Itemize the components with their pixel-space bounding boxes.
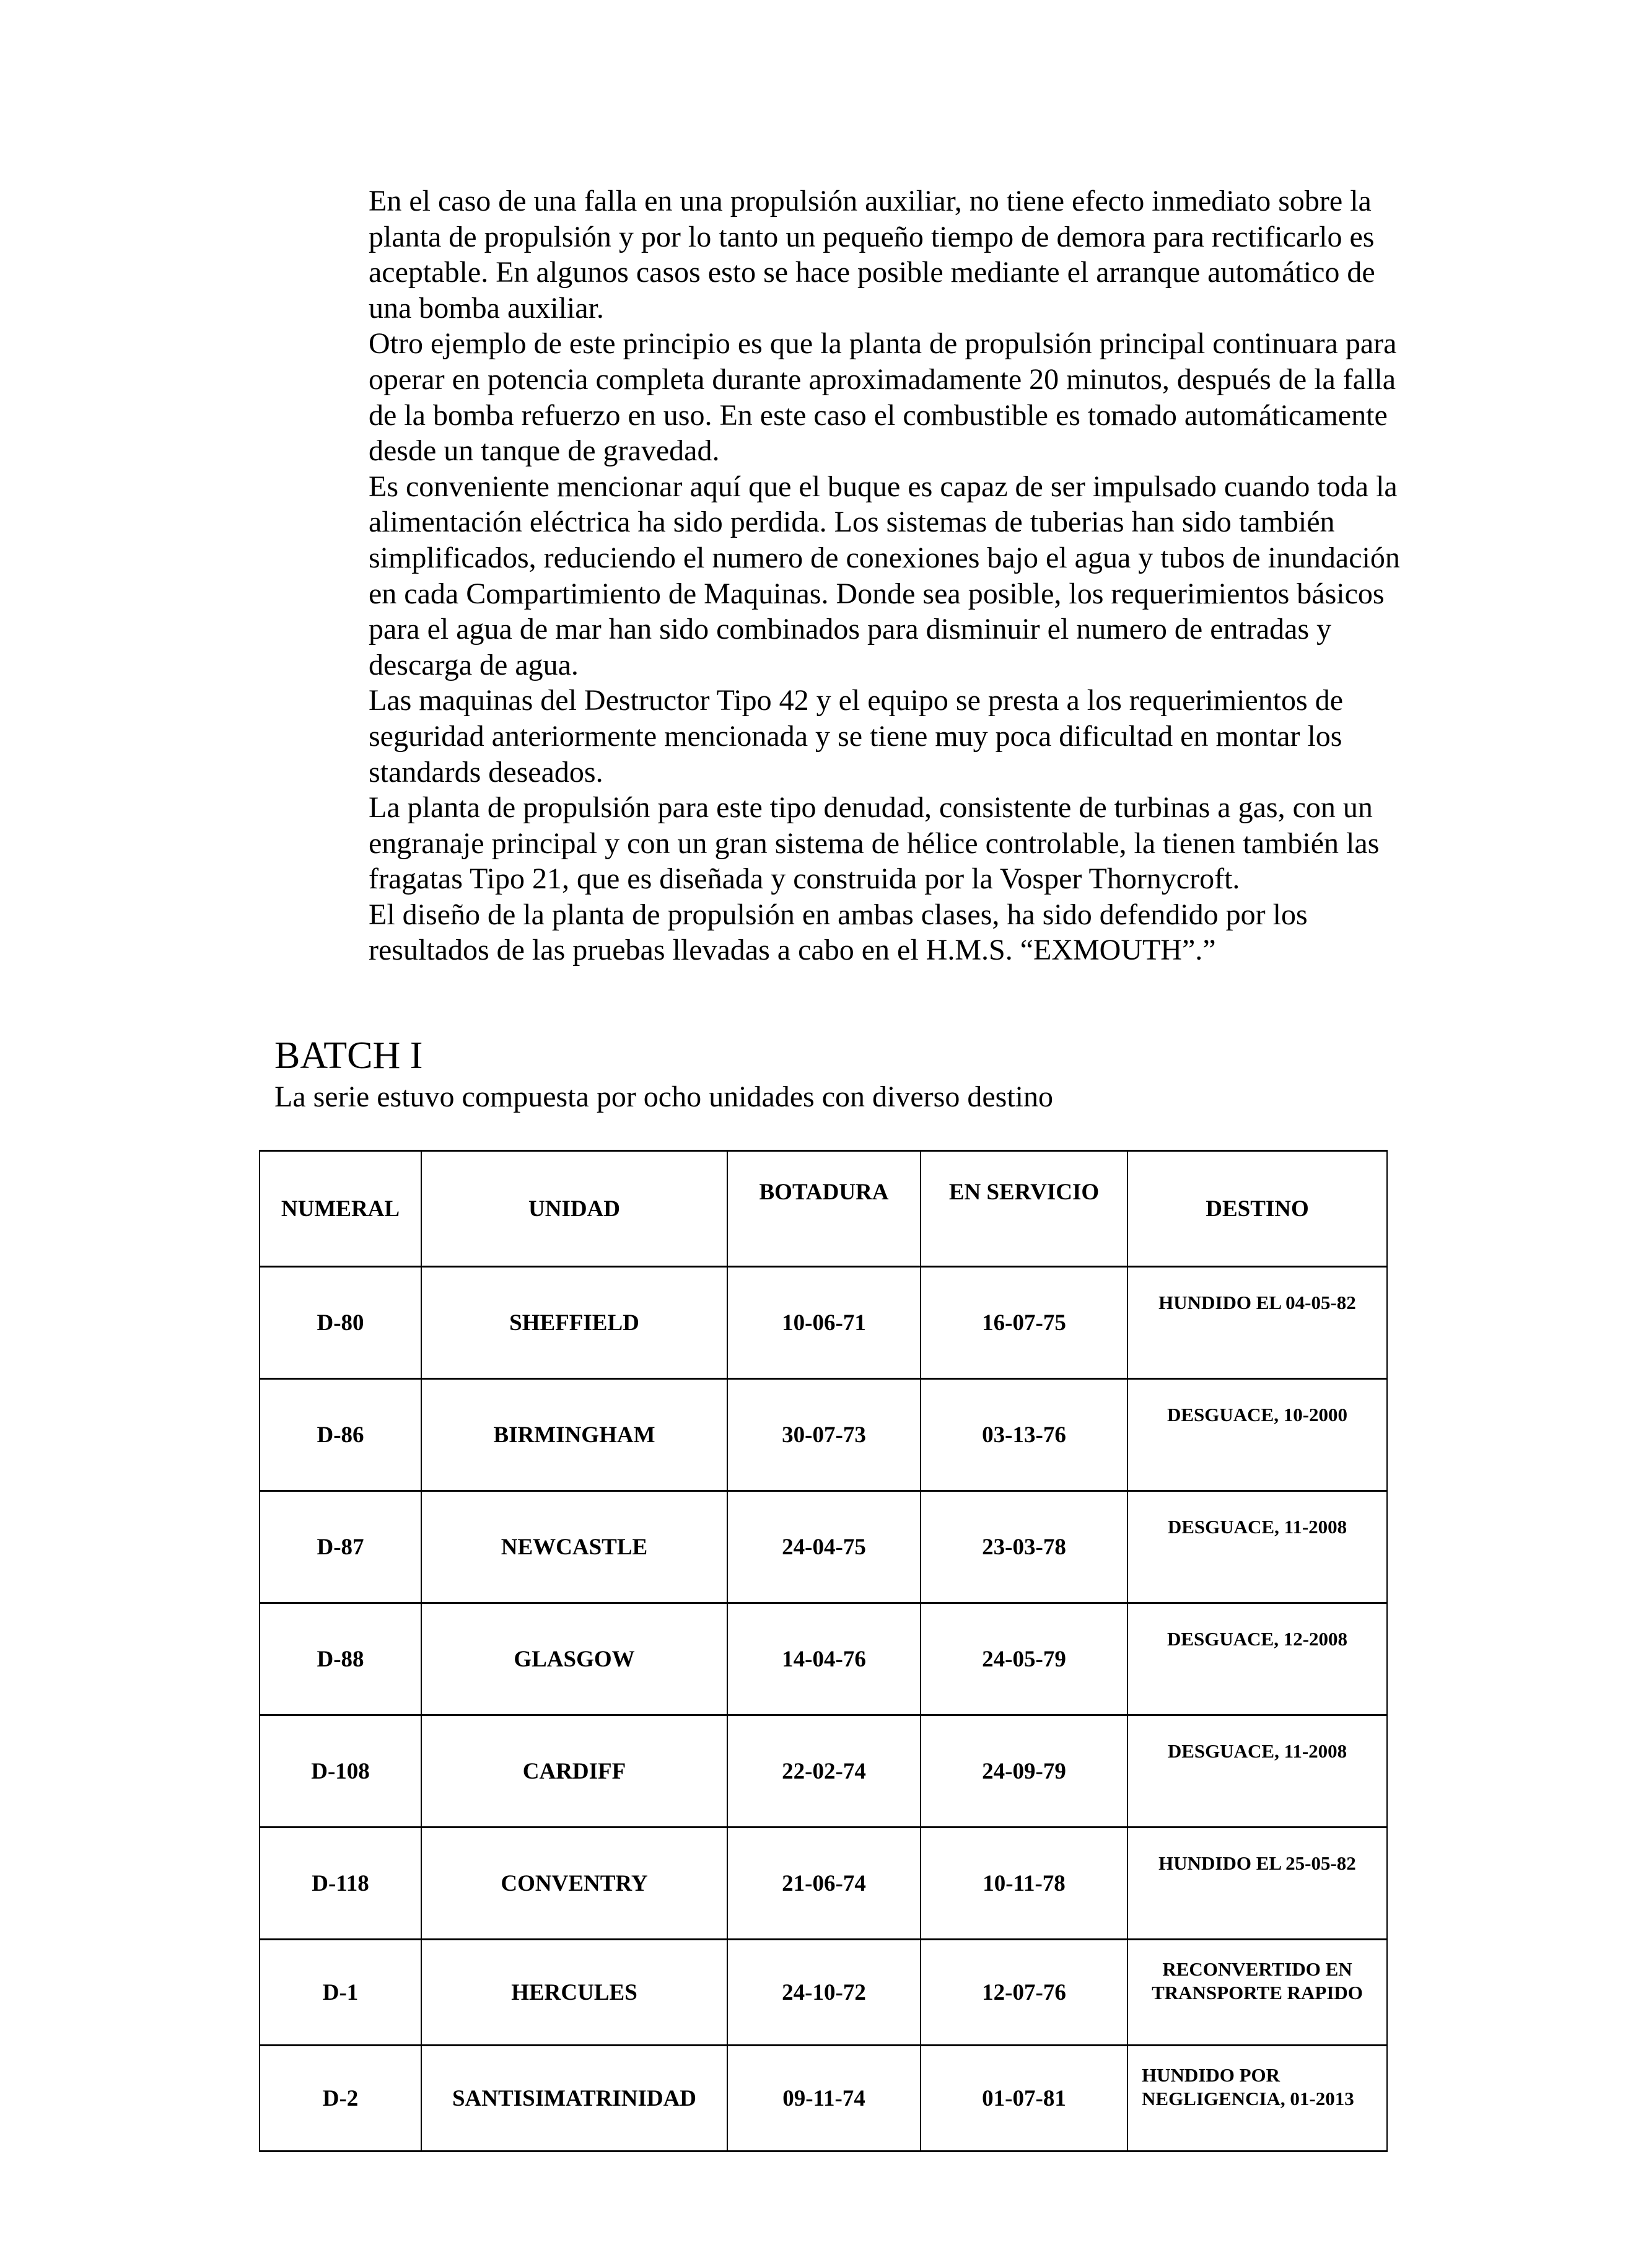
paragraph: Otro ejemplo de este principio es que la planta de propulsión principal continuara para operar en potencia completa durante aproximadamente 20 minutos, después de la falla de la bomba refuerzo en uso. En este caso el combustible es tomado automáticamente desde un tanque de gravedad. <box>369 327 1397 468</box>
paragraph: Las maquinas del Destructor Tipo 42 y el equipo se presta a los requerimientos de seguridad anteriormente mencionada y se tiene muy poca dificultad en montar los standards deseados. <box>369 684 1344 789</box>
cell-botadura: 30-07-73 <box>727 1379 921 1491</box>
cell-en-servicio: 10-11-78 <box>921 1828 1127 1940</box>
cell-numeral: D-2 <box>260 2046 421 2152</box>
cell-destino: HUNDIDO EL 25-05-82 <box>1127 1828 1387 1940</box>
table-row <box>260 2046 1387 2152</box>
cell-en-servicio: 16-07-75 <box>921 1267 1127 1379</box>
header-numeral: NUMERAL <box>260 1151 421 1267</box>
cell-numeral: D-87 <box>260 1491 421 1603</box>
cell-destino: HUNDIDO POR NEGLIGENCIA, 01-2013 <box>1127 2046 1387 2152</box>
cell-unidad: BIRMINGHAM <box>421 1379 727 1491</box>
cell-destino: DESGUACE, 11-2008 <box>1127 1491 1387 1603</box>
cell-botadura: 24-04-75 <box>727 1491 921 1603</box>
header-en-servicio: EN SERVICIO <box>921 1151 1127 1267</box>
body-text <box>369 183 1422 968</box>
cell-unidad: SANTISIMATRINIDAD <box>421 2046 727 2152</box>
header-botadura: BOTADURA <box>727 1151 921 1267</box>
cell-numeral: D-108 <box>260 1715 421 1828</box>
cell-numeral: D-86 <box>260 1379 421 1491</box>
cell-en-servicio: 23-03-78 <box>921 1491 1127 1603</box>
cell-unidad: CONVENTRY <box>421 1828 727 1940</box>
table-row <box>260 1379 1387 1491</box>
cell-unidad: HERCULES <box>421 1940 727 2046</box>
cell-unidad: NEWCASTLE <box>421 1491 727 1603</box>
cell-en-servicio: 12-07-76 <box>921 1940 1127 2046</box>
cell-botadura: 14-04-76 <box>727 1603 921 1715</box>
cell-en-servicio: 24-09-79 <box>921 1715 1127 1828</box>
cell-en-servicio: 24-05-79 <box>921 1603 1127 1715</box>
paragraph: Es conveniente mencionar aquí que el buque es capaz de ser impulsado cuando toda la alimentación eléctrica ha sido perdida. Los sistemas de tuberias han sido también simplificados, reduciendo el numero de conexiones bajo el agua y tubos de inundación en cada Compartimiento de Maquinas. Donde sea posible, los requerimientos básicos para el agua de mar han sido combinados para disminuir el numero de entradas y descarga de agua. <box>369 470 1400 681</box>
cell-destino: HUNDIDO EL 04-05-82 <box>1127 1267 1387 1379</box>
table-row <box>260 1940 1387 2046</box>
header-destino: DESTINO <box>1127 1151 1387 1267</box>
cell-botadura: 21-06-74 <box>727 1828 921 1940</box>
paragraph: En el caso de una falla en una propulsión auxiliar, no tiene efecto inmediato sobre la planta de propulsión y por lo tanto un pequeño tiempo de demora para rectificarlo es aceptable. En algunos casos esto se hace posible mediante el arranque automático de una bomba auxiliar. <box>369 185 1375 325</box>
cell-botadura: 09-11-74 <box>727 2046 921 2152</box>
table-row <box>260 1491 1387 1603</box>
cell-en-servicio: 03-13-76 <box>921 1379 1127 1491</box>
paragraph: La planta de propulsión para este tipo denudad, consistente de turbinas a gas, con un engranaje principal y con un gran sistema de hélice controlable, la tienen también las fragatas Tipo 21, que es diseñada y construida por la Vosper Thornycroft. <box>369 791 1380 896</box>
cell-unidad: GLASGOW <box>421 1603 727 1715</box>
cell-destino: DESGUACE, 10-2000 <box>1127 1379 1387 1491</box>
table-row <box>260 1828 1387 1940</box>
table-row <box>260 1603 1387 1715</box>
cell-unidad: SHEFFIELD <box>421 1267 727 1379</box>
cell-numeral: D-88 <box>260 1603 421 1715</box>
units-table <box>259 1150 1388 2152</box>
table-row <box>260 1715 1387 1828</box>
cell-numeral: D-118 <box>260 1828 421 1940</box>
section-heading: BATCH I <box>274 1035 423 1077</box>
header-unidad: UNIDAD <box>421 1151 727 1267</box>
cell-numeral: D-1 <box>260 1940 421 2046</box>
table-header-row <box>260 1151 1387 1267</box>
cell-botadura: 10-06-71 <box>727 1267 921 1379</box>
cell-destino: DESGUACE, 11-2008 <box>1127 1715 1387 1828</box>
section-subheading: La serie estuvo compuesta por ocho unidades con diverso destino <box>274 1080 1053 1113</box>
cell-destino: DESGUACE, 12-2008 <box>1127 1603 1387 1715</box>
cell-destino: RECONVERTIDO EN TRANSPORTE RAPIDO <box>1127 1940 1387 2046</box>
cell-unidad: CARDIFF <box>421 1715 727 1828</box>
cell-botadura: 24-10-72 <box>727 1940 921 2046</box>
paragraph: El diseño de la planta de propulsión en ambas clases, ha sido defendido por los resultados de las pruebas llevadas a cabo en el H.M.S. “EXMOUTH”.” <box>369 898 1308 967</box>
cell-en-servicio: 01-07-81 <box>921 2046 1127 2152</box>
cell-botadura: 22-02-74 <box>727 1715 921 1828</box>
cell-numeral: D-80 <box>260 1267 421 1379</box>
table-row <box>260 1267 1387 1379</box>
